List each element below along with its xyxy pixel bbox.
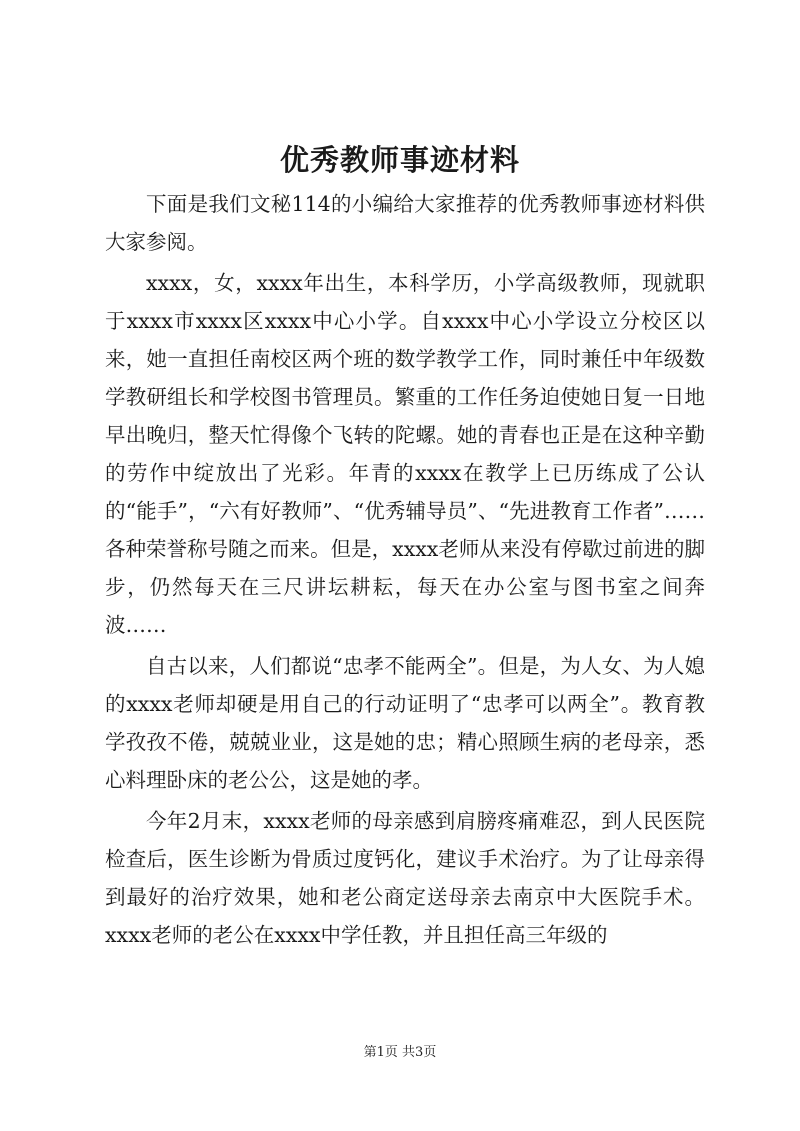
- paragraph-loyalty-filial: 自古以来，人们都说“忠孝不能两全”。但是，为人女、为人媳的xxxx老师却硬是用自己的行动证明了“忠孝可以两全”。教育教学孜孜不倦，兢兢业业，这是她的忠；精心照顾生病的老母亲，悉心料理卧床的老公公，这是她的孝。: [105, 654, 705, 792]
- document-body: [105, 185, 705, 954]
- paragraph-intro: 下面是我们文秘114的小编给大家推荐的优秀教师事迹材料供大家参阅。: [105, 192, 705, 254]
- paragraph-mother-surgery: 今年2月末，xxxx老师的母亲感到肩膀疼痛难忍，到人民医院检查后，医生诊断为骨质过度钙化，建议手术治疗。为了让母亲得到最好的治疗效果，她和老公商定送母亲去南京中大医院手术。xxxx老师的老公在xxxx中学任教，并且担任高三年级的: [105, 809, 705, 947]
- document-title: 优秀教师事迹材料: [279, 143, 520, 177]
- page-number-footer: 第1页 共3页: [363, 1045, 437, 1060]
- paragraph-profile: xxxx，女，xxxx年出生，本科学历，小学高级教师，现就职于xxxx市xxxx区xxxx中心小学。自xxxx中心小学设立分校区以来，她一直担任南校区两个班的数学教学工作，同时兼任中年级数学教研组长和学校图书管理员。繁重的工作任务迫使她日复一日地早出晚归，整天忙得像个飞转的陀螺。她的青春也正是在这种辛勤的劳作中绽放出了光彩。年青的xxxx在教学上已历练成了公认的“能手”，“六有好教师”、“优秀辅导员”、“先进教育工作者”……各种荣誉称号随之而来。但是，xxxx老师从来没有停歇过前进的脚步，仍然每天在三尺讲坛耕耘，每天在办公室与图书室之间奔波……: [105, 271, 705, 637]
